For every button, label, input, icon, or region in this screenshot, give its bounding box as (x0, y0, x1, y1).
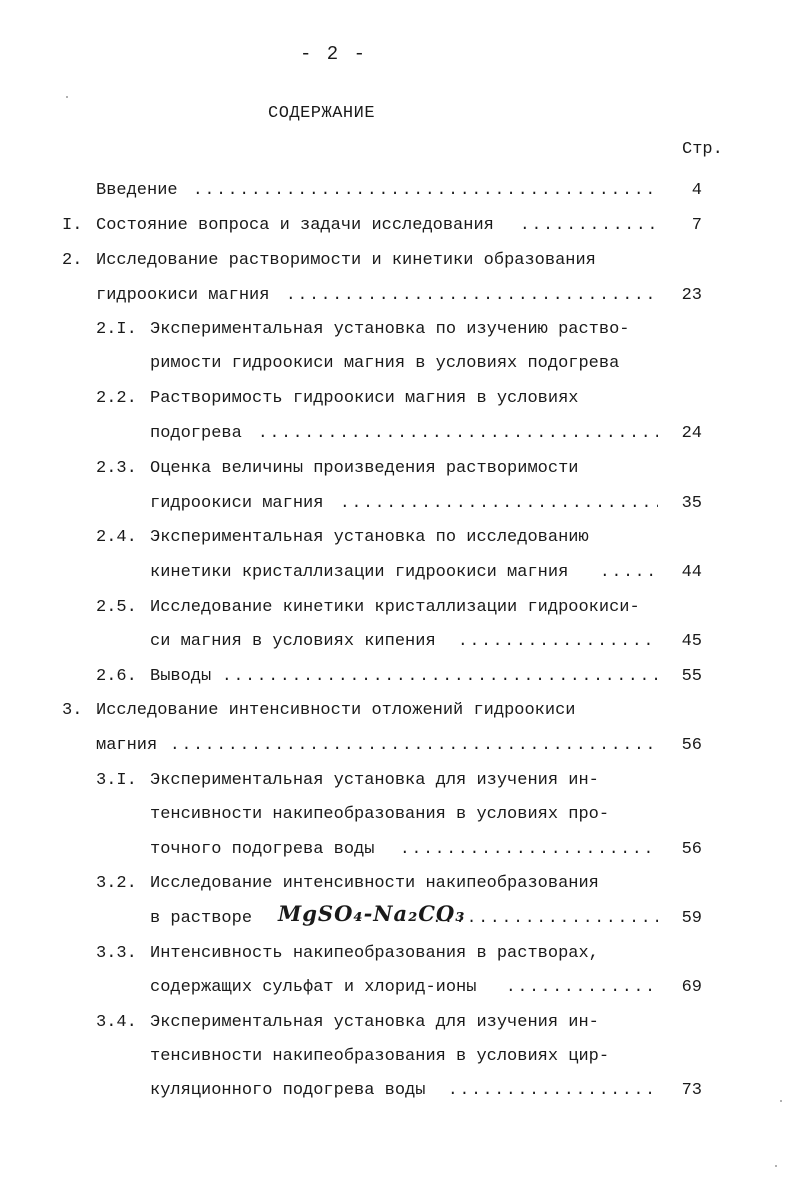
toc-entry-title: Выводы (150, 667, 212, 686)
toc-entry-page: 59 (681, 909, 702, 928)
toc-entry-title: Растворимость гидроокиси магния в условиях (150, 389, 579, 408)
scan-speck (66, 96, 68, 98)
toc-entry-title-continued: тенсивности накипеобразования в условиях цир- (150, 1047, 610, 1066)
toc-entry-title-continued: в растворе (150, 909, 253, 928)
dot-leader (448, 1081, 658, 1101)
contents-heading: СОДЕРЖАНИЕ (268, 104, 376, 123)
toc-entry-number: 3. (62, 701, 83, 720)
dot-leader (520, 216, 658, 236)
toc-entry-page: 23 (681, 286, 702, 305)
toc-entry-title: Экспериментальная установка для изучения ин- (150, 771, 599, 790)
toc-entry-number: 2.2. (96, 389, 137, 408)
toc-entry-number: 3.2. (96, 874, 137, 893)
toc-entry-title: Исследование кинетики кристаллизации гидроокиси- (150, 598, 640, 617)
toc-entry-page: 73 (681, 1081, 702, 1100)
toc-entry-title-continued: гидроокиси магния (150, 494, 324, 513)
dot-leader (258, 424, 658, 444)
toc-entry-page: 35 (681, 494, 702, 513)
toc-entry-title: Оценка величины произведения растворимости (150, 459, 579, 478)
toc-entry-title: Экспериментальная установка для изучения ин- (150, 1013, 599, 1032)
scan-speck (775, 1165, 777, 1167)
toc-entry-number: 2.I. (96, 320, 137, 339)
toc-entry-title: Введение (96, 181, 178, 200)
toc-entry-number: I. (62, 216, 83, 235)
toc-entry-page: 69 (681, 978, 702, 997)
toc-entry-page: 45 (681, 632, 702, 651)
page-number: - 2 - (300, 43, 368, 65)
toc-entry-page: 4 (691, 181, 702, 200)
toc-entry-page: 56 (681, 840, 702, 859)
scan-speck (780, 1100, 782, 1102)
toc-entry-title-continued: си магния в условиях кипения (150, 632, 436, 651)
toc-entry-title-continued: куляционного подогрева воды (150, 1081, 426, 1100)
toc-entry-title-continued: кинетики кристаллизации гидроокиси магния (150, 563, 569, 582)
toc-entry-title-continued: римости гидроокиси магния в условиях подогрева (150, 354, 620, 373)
toc-entry-page: 55 (681, 667, 702, 686)
dot-leader (340, 494, 658, 514)
toc-entry-title: Исследование интенсивности накипеобразования (150, 874, 599, 893)
toc-entry-title-continued: точного подогрева воды (150, 840, 375, 859)
toc-entry-number: 2. (62, 251, 83, 270)
toc-entry-page: 7 (691, 216, 702, 235)
dot-leader (432, 909, 658, 929)
toc-entry-title: Исследование растворимости и кинетики образования (96, 251, 596, 270)
dot-leader (170, 736, 658, 756)
toc-entry-number: 2.4. (96, 528, 137, 547)
toc-entry-title: Исследование интенсивности отложений гидроокиси (96, 701, 576, 720)
toc-entry-title-continued: магния (96, 736, 158, 755)
handwritten-formula: MgSO₄-Na₂CO₃ (278, 901, 466, 926)
toc-entry-number: 3.3. (96, 944, 137, 963)
toc-entry-page: 44 (681, 563, 702, 582)
dot-leader (400, 840, 658, 860)
toc-entry-number: 2.3. (96, 459, 137, 478)
toc-entry-title: Экспериментальная установка по исследованию (150, 528, 589, 547)
dot-leader (193, 181, 658, 201)
toc-entry-title: Экспериментальная установка по изучению раство- (150, 320, 630, 339)
toc-entry-title-continued: тенсивности накипеобразования в условиях про- (150, 805, 610, 824)
dot-leader (506, 978, 658, 998)
dot-leader (286, 286, 658, 306)
toc-entry-page: 24 (681, 424, 702, 443)
dot-leader (222, 667, 658, 687)
toc-entry-number: 3.I. (96, 771, 137, 790)
toc-entry-title-continued: содержащих сульфат и хлорид-ионы (150, 978, 477, 997)
dot-leader (458, 632, 658, 652)
toc-entry-number: 2.5. (96, 598, 137, 617)
toc-entry-number: 3.4. (96, 1013, 137, 1032)
toc-entry-title: Состояние вопроса и задачи исследования (96, 216, 494, 235)
toc-entry-title: Интенсивность накипеобразования в растворах, (150, 944, 599, 963)
toc-entry-title-continued: гидроокиси магния (96, 286, 270, 305)
toc-entry-page: 56 (681, 736, 702, 755)
toc-entry-title-continued: подогрева (150, 424, 242, 443)
page-column-label: Стр. (682, 140, 723, 159)
toc-entry-number: 2.6. (96, 667, 137, 686)
